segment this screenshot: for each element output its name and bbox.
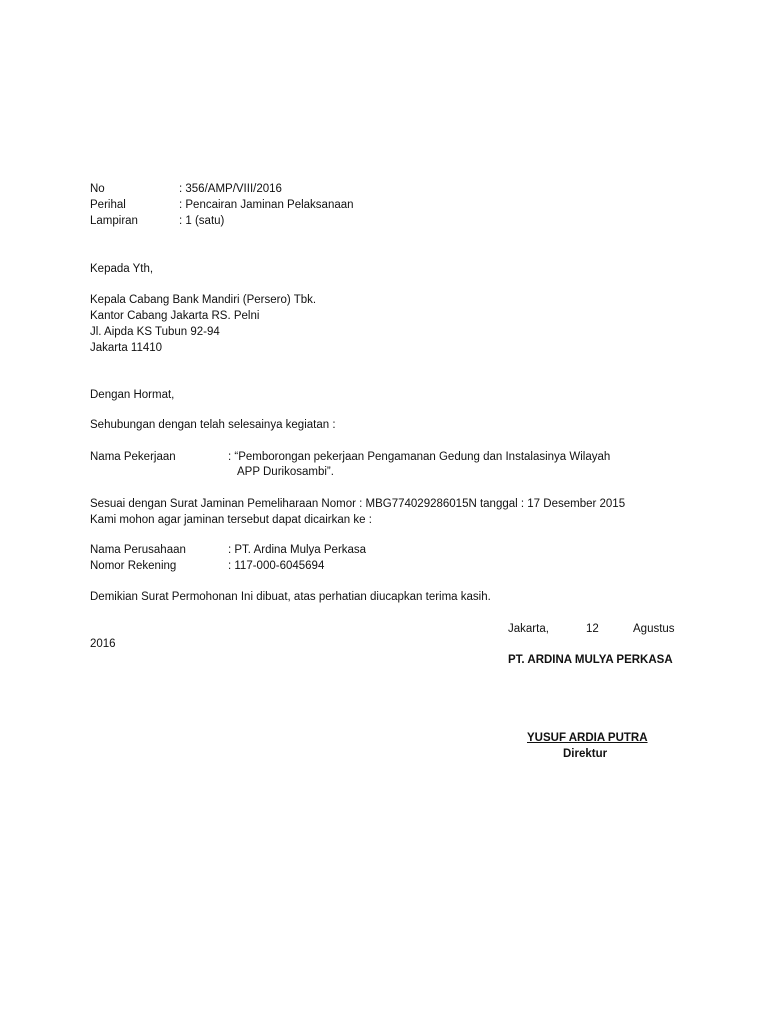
account-value: : 117-000-6045694 [228, 560, 325, 572]
addressee-greeting: Kepada Yth, [90, 263, 154, 275]
job-value-continued: APP Durikosambi”. [237, 466, 334, 478]
subject-value: : Pencairan Jaminan Pelaksanaan [179, 199, 354, 211]
intro-text: Sehubungan dengan telah selesainya kegiatan : [90, 419, 336, 431]
addressee-line: Kepala Cabang Bank Mandiri (Persero) Tbk. [90, 294, 317, 306]
signature-company: PT. ARDINA MULYA PERKASA [508, 654, 673, 666]
date-year: 2016 [90, 638, 116, 650]
signatory-name: YUSUF ARDIA PUTRA [527, 732, 648, 744]
request-text: Kami mohon agar jaminan tersebut dapat dicairkan ke : [90, 514, 372, 526]
date-day: 12 [586, 623, 599, 635]
company-label: Nama Perusahaan [90, 544, 186, 556]
job-label: Nama Pekerjaan [90, 451, 176, 463]
addressee-line: Kantor Cabang Jakarta RS. Pelni [90, 310, 260, 322]
subject-label: Perihal [90, 199, 126, 211]
attachment-value: : 1 (satu) [179, 215, 225, 227]
attachment-label: Lampiran [90, 215, 138, 227]
date-city: Jakarta, [508, 623, 549, 635]
addressee-line: Jl. Aipda KS Tubun 92-94 [90, 326, 220, 338]
addressee-line: Jakarta 11410 [90, 342, 163, 354]
date-month: Agustus [633, 623, 675, 635]
signatory-title: Direktur [563, 748, 608, 760]
letter-number-label: No [90, 183, 105, 195]
closing-text: Demikian Surat Permohonan Ini dibuat, atas perhatian diucapkan terima kasih. [90, 591, 491, 603]
guarantee-text: Sesuai dengan Surat Jaminan Pemeliharaan Nomor : MBG774029286015N tanggal : 17 Desember 2015 [90, 498, 626, 510]
letter-number-value: : 356/AMP/VIII/2016 [179, 183, 282, 195]
account-label: Nomor Rekening [90, 560, 177, 572]
company-value: : PT. Ardina Mulya Perkasa [228, 544, 367, 556]
salutation: Dengan Hormat, [90, 389, 175, 401]
job-value: : “Pemborongan pekerjaan Pengamanan Gedung dan Instalasinya Wilayah [228, 451, 611, 463]
